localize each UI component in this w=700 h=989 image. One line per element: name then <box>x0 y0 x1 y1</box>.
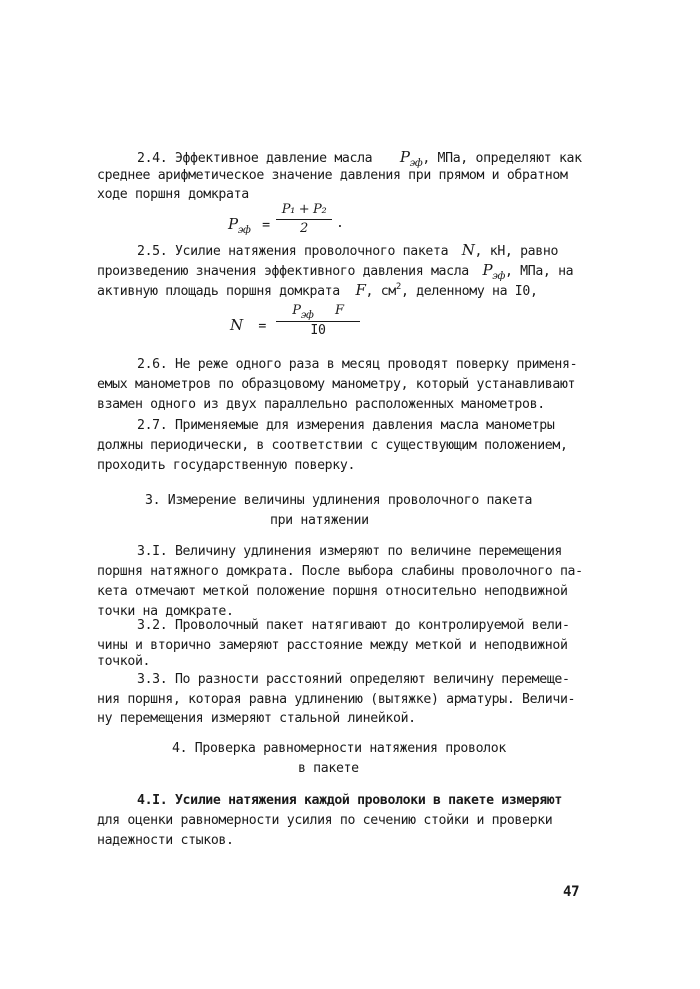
p25-line3: активную площадь поршня домкрата F, $см^2$, деленному на I0, <box>97 281 538 299</box>
p41-line1: 4.I. Усилие натяжения каждой проволоки в пакете измеряют <box>137 793 563 808</box>
formula1-denominator: 2 <box>300 221 308 236</box>
p24-line2: среднее арифметическое значение давления при прямом и обратном <box>97 168 568 183</box>
formula1-lhs: $P_{эф}$ = <box>228 215 270 236</box>
p33-line2: ния поршня, которая равна удлинению (вытяжке) арматуры. Величи- <box>97 692 576 707</box>
p31-line3: кета отмечают меткой положение поршня относительно неподвижной <box>97 584 568 599</box>
p25-line2: произведению значения эффективного давления масла $P_{эф}$, МПа, на <box>97 261 574 282</box>
section4-title: 4. Проверка равномерности натяжения проволок <box>172 741 506 756</box>
formula2-numerator: $P_{эф}$ F <box>292 303 344 321</box>
p26-line3: взамен одного из двух параллельно расположенных манометров. <box>97 397 545 412</box>
symbol-p: P <box>482 261 493 279</box>
p27-line1: 2.7. Применяемые для измерения давления масла манометры <box>137 418 555 433</box>
p33-line1: 3.3. По разности расстояний определяют величину перемеще- <box>137 672 570 687</box>
symbol-f: F <box>355 281 366 299</box>
p31-line2: поршня натяжного домкрата. После выбора слабины проволочного па- <box>97 564 583 579</box>
subscript-ef: эф <box>409 158 423 169</box>
formula1-period: . <box>336 216 344 231</box>
p26-line2: емых манометров по образцовому манометру, который устанавливают <box>97 377 576 392</box>
formula1-numerator: P₁ + P₂ <box>281 202 327 217</box>
page-number: 47 <box>563 884 580 900</box>
p31-line4: точки на домкрате. <box>97 604 234 619</box>
p24-line1: 2.4. Эффективное давление масла $P_{эф}$, МПа, определяют как <box>137 148 582 169</box>
section4-title-cont: в пакете <box>298 761 359 776</box>
p41-line3: надежности стыков. <box>97 833 234 848</box>
p27-line2: должны периодически, в соответствии с существующим положением, <box>97 438 568 453</box>
p26-line1: 2.6. Не реже одного раза в месяц проводят поверку применя- <box>137 357 578 372</box>
p32-line1: 3.2. Проволочный пакет натягивают до контролируемой вели- <box>137 618 570 633</box>
formula1-fraction <box>276 201 332 238</box>
p24-line3: ходе поршня домкрата <box>97 187 249 202</box>
p32-line3: точкой. <box>97 654 151 669</box>
section3-title-cont: при натяжении <box>270 513 369 528</box>
p41-line2: для оценки равномерности усилия по сечению стойки и проверки <box>97 813 553 828</box>
p33-line3: ну перемещения измеряют стальной линейкой. <box>97 711 416 726</box>
formula2-fraction <box>276 302 360 340</box>
section3-title: 3. Измерение величины удлинения проволочного пакета <box>145 493 533 508</box>
p31-line1: 3.I. Величину удлинения измеряют по величине перемещения <box>137 544 563 559</box>
symbol-n: N <box>461 241 475 259</box>
p32-line2: чины и вторично замеряют расстояние между меткой и неподвижной <box>97 638 568 653</box>
formula2-lhs: N = <box>230 316 266 334</box>
p27-line3: проходить государственную поверку. <box>97 458 356 473</box>
p25-line1: 2.5. Усилие натяжения проволочного пакета N, кН, равно <box>137 241 559 259</box>
formula2-denominator: I0 <box>310 323 326 338</box>
symbol-p: P <box>399 148 410 166</box>
